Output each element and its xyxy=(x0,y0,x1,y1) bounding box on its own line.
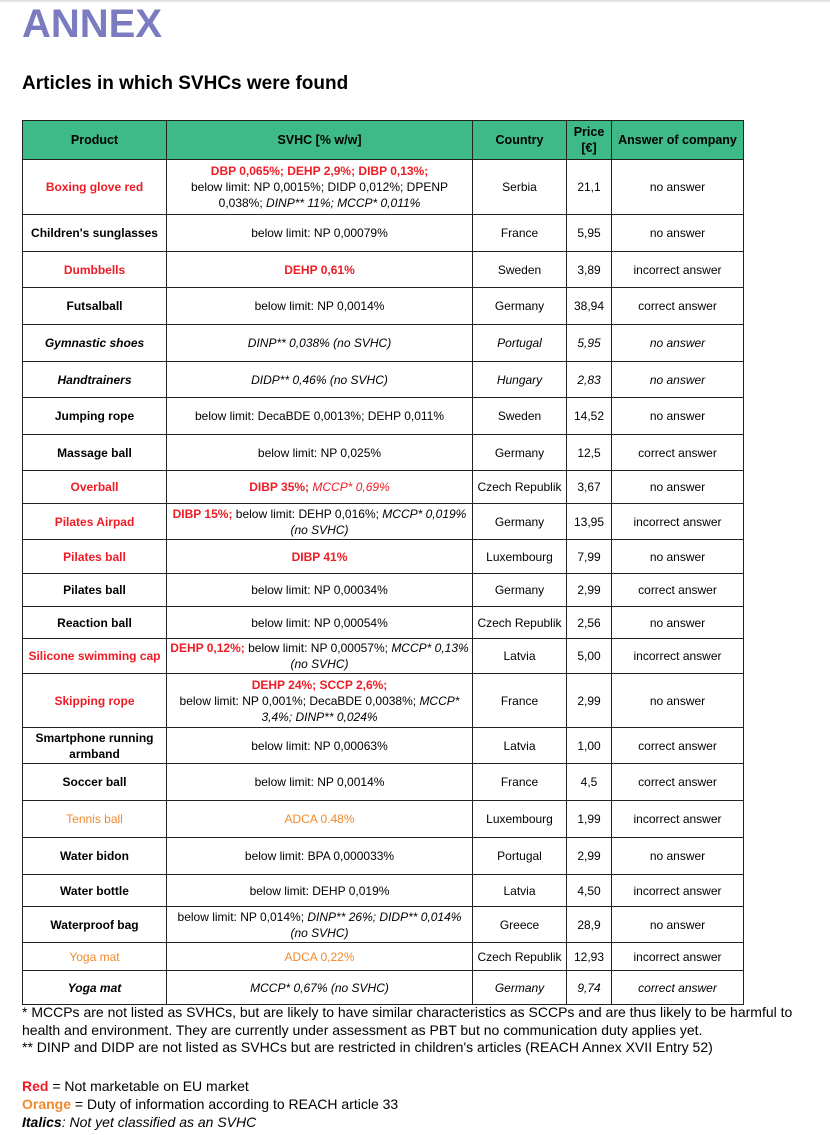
svhc-segment: below limit: DEHP 0,019% xyxy=(249,883,390,898)
table-row xyxy=(23,639,744,674)
price-cell: 4,50 xyxy=(567,875,612,907)
answer-cell: incorrect answer xyxy=(612,252,744,288)
answer-cell: correct answer xyxy=(612,764,744,801)
answer-cell: incorrect answer xyxy=(612,801,744,838)
table-row xyxy=(23,435,744,471)
svhc-cell xyxy=(167,875,473,907)
product-cell: Reaction ball xyxy=(23,607,167,639)
price-cell: 7,99 xyxy=(567,540,612,574)
section-heading: Articles in which SVHCs were found xyxy=(22,73,349,94)
price-cell: 12,5 xyxy=(567,435,612,471)
product-cell: Pilates Airpad xyxy=(23,504,167,540)
product-cell: Waterproof bag xyxy=(23,907,167,943)
product-cell: Futsalball xyxy=(23,288,167,325)
svhc-cell xyxy=(167,435,473,471)
header-svhc: SVHC [% w/w] xyxy=(167,121,473,160)
product-cell: Gymnastic shoes xyxy=(23,325,167,362)
table-row xyxy=(23,674,744,728)
header-answer: Answer of company xyxy=(612,121,744,160)
country-cell: Czech Republik xyxy=(473,471,567,504)
answer-cell: no answer xyxy=(612,215,744,252)
annex-title: ANNEX xyxy=(22,2,163,46)
svhc-cell xyxy=(167,252,473,288)
svhc-cell xyxy=(167,504,473,540)
answer-cell: correct answer xyxy=(612,728,744,764)
country-cell: Latvia xyxy=(473,639,567,674)
table-row xyxy=(23,288,744,325)
price-cell: 4,5 xyxy=(567,764,612,801)
footnotes xyxy=(22,1004,827,1057)
price-cell: 2,99 xyxy=(567,674,612,728)
footnote-dinp-didp: ** DINP and DIDP are not listed as SVHCs but are restricted in children's articles (REACH Annex XVII Entry 52) xyxy=(22,1039,713,1055)
country-cell: Sweden xyxy=(473,398,567,435)
price-cell: 2,99 xyxy=(567,838,612,875)
product-cell: Jumping rope xyxy=(23,398,167,435)
price-cell: 28,9 xyxy=(567,907,612,943)
table-row xyxy=(23,907,744,943)
svhc-segment: DEHP 0,12%; xyxy=(170,641,245,655)
answer-cell: no answer xyxy=(612,674,744,728)
svhc-cell xyxy=(167,838,473,875)
answer-cell: incorrect answer xyxy=(612,639,744,674)
svhc-cell xyxy=(167,160,473,215)
table-row xyxy=(23,971,744,1005)
country-cell: France xyxy=(473,674,567,728)
country-cell: Germany xyxy=(473,574,567,607)
svhc-segment: DIBP 35%; xyxy=(249,480,313,494)
product-cell: Silicone swimming cap xyxy=(23,639,167,674)
svhc-cell xyxy=(167,971,473,1005)
country-cell: Hungary xyxy=(473,362,567,398)
table-row xyxy=(23,504,744,540)
price-cell: 14,52 xyxy=(567,398,612,435)
table-row xyxy=(23,398,744,435)
table-row xyxy=(23,540,744,574)
country-cell: Portugal xyxy=(473,838,567,875)
country-cell: Serbia xyxy=(473,160,567,215)
country-cell: Germany xyxy=(473,288,567,325)
legend-key: Italics xyxy=(22,1114,62,1130)
svhc-segment: below limit: NP 0,025% xyxy=(257,445,382,460)
answer-cell: no answer xyxy=(612,838,744,875)
table-row xyxy=(23,362,744,398)
country-cell: Greece xyxy=(473,907,567,943)
answer-cell: no answer xyxy=(612,907,744,943)
answer-cell: no answer xyxy=(612,540,744,574)
price-cell: 38,94 xyxy=(567,288,612,325)
table-row xyxy=(23,838,744,875)
answer-cell: incorrect answer xyxy=(612,875,744,907)
table-row xyxy=(23,252,744,288)
svhc-segment: DINP** 26%; DIDP** 0,014% (no SVHC) xyxy=(290,909,462,940)
svhc-cell xyxy=(167,540,473,574)
svhc-segment: below limit: NP 0,00034% xyxy=(251,583,388,597)
svhc-segment: DIBP 41% xyxy=(291,549,348,564)
answer-cell: correct answer xyxy=(612,288,744,325)
answer-cell: incorrect answer xyxy=(612,943,744,971)
table-row xyxy=(23,728,744,764)
table-header-row xyxy=(23,121,744,160)
svhc-segment: below limit: NP 0,00079% xyxy=(251,226,388,240)
price-cell: 13,95 xyxy=(567,504,612,540)
svhc-cell xyxy=(167,801,473,838)
price-cell: 2,56 xyxy=(567,607,612,639)
product-cell: Smartphone running armband xyxy=(23,728,167,764)
svhc-articles-table xyxy=(22,120,744,1005)
country-cell: Latvia xyxy=(473,728,567,764)
product-cell: Pilates ball xyxy=(23,540,167,574)
svhc-segment: below limit: DecaBDE 0,0013%; DEHP 0,011% xyxy=(194,409,444,423)
product-cell: Massage ball xyxy=(23,435,167,471)
product-cell: Yoga mat xyxy=(23,943,167,971)
svhc-cell xyxy=(167,574,473,607)
product-cell: Handtrainers xyxy=(23,362,167,398)
country-cell: Sweden xyxy=(473,252,567,288)
svhc-cell xyxy=(167,362,473,398)
product-cell: Pilates ball xyxy=(23,574,167,607)
svhc-cell xyxy=(167,325,473,362)
price-cell: 2,99 xyxy=(567,574,612,607)
header-price: Price [€] xyxy=(567,121,612,160)
svhc-segment: MCCP* 0,13% (no SVHC) xyxy=(290,641,469,671)
product-cell: Tennis ball xyxy=(23,801,167,838)
svhc-cell xyxy=(167,764,473,801)
country-cell: Czech Republik xyxy=(473,943,567,971)
answer-cell: correct answer xyxy=(612,574,744,607)
price-cell: 12,93 xyxy=(567,943,612,971)
legend-red xyxy=(22,1077,398,1095)
color-legend xyxy=(22,1077,398,1131)
svhc-segment: below limit: NP 0,0015%; DIDP 0,012%; DPENP 0,038%; xyxy=(190,180,448,210)
svhc-cell xyxy=(167,674,473,728)
table-row xyxy=(23,607,744,639)
answer-cell: no answer xyxy=(612,362,744,398)
svhc-segment: DBP 0,065%; DEHP 2,9%; DIBP 0,13%; xyxy=(210,164,429,178)
product-cell: Skipping rope xyxy=(23,674,167,728)
price-cell: 3,67 xyxy=(567,471,612,504)
svhc-cell xyxy=(167,907,473,943)
svhc-cell xyxy=(167,728,473,764)
answer-cell: no answer xyxy=(612,398,744,435)
country-cell: Germany xyxy=(473,971,567,1005)
svhc-segment: MCCP* 0,69% xyxy=(312,480,390,494)
table-row xyxy=(23,471,744,504)
country-cell: Luxembourg xyxy=(473,540,567,574)
svhc-segment: DIBP 15%; xyxy=(172,506,233,521)
svhc-segment: below limit: NP 0,00057%; xyxy=(244,641,392,655)
svhc-segment: DIDP** 0,46% (no SVHC) xyxy=(251,372,388,387)
svhc-segment: ADCA 0,22% xyxy=(284,949,355,964)
footnote-mccp: * MCCPs are not listed as SVHCs, but are likely to have similar characteristics as SCCPs and are thus likely to be harmful to health and environment. They are currently under assessment as PBT but no communication duty applies yet. xyxy=(22,1004,793,1038)
legend-text: = Not marketable on EU market xyxy=(48,1078,249,1094)
price-cell: 1,99 xyxy=(567,801,612,838)
svhc-segment: below limit: NP 0,00054% xyxy=(251,615,388,630)
product-cell: Water bidon xyxy=(23,838,167,875)
svhc-segment: MCCP* 0,019% (no SVHC) xyxy=(290,506,467,537)
country-cell: Portugal xyxy=(473,325,567,362)
header-country: Country xyxy=(473,121,567,160)
table-row xyxy=(23,801,744,838)
product-cell: Boxing glove red xyxy=(23,160,167,215)
svhc-segment: DEHP 24%; SCCP 2,6%; xyxy=(251,677,388,692)
country-cell: Germany xyxy=(473,504,567,540)
product-cell: Soccer ball xyxy=(23,764,167,801)
answer-cell: correct answer xyxy=(612,971,744,1005)
svhc-segment: below limit: NP 0,0014% xyxy=(254,775,385,789)
svhc-segment: below limit: NP 0,014%; xyxy=(177,909,308,924)
svhc-cell xyxy=(167,943,473,971)
svhc-segment: below limit: BPA 0,000033% xyxy=(244,849,395,863)
price-cell: 5,00 xyxy=(567,639,612,674)
price-cell: 5,95 xyxy=(567,215,612,252)
svhc-segment: below limit: NP 0,00063% xyxy=(251,738,388,753)
price-cell: 5,95 xyxy=(567,325,612,362)
svhc-segment: below limit: DEHP 0,016%; xyxy=(232,506,383,521)
country-cell: Germany xyxy=(473,435,567,471)
legend-text: = Duty of information according to REACH article 33 xyxy=(71,1096,399,1112)
table-row xyxy=(23,764,744,801)
svhc-cell xyxy=(167,607,473,639)
svhc-cell xyxy=(167,471,473,504)
answer-cell: no answer xyxy=(612,607,744,639)
header-product: Product xyxy=(23,121,167,160)
svhc-cell xyxy=(167,288,473,325)
svhc-segment: DEHP 0,61% xyxy=(284,262,355,277)
price-cell: 3,89 xyxy=(567,252,612,288)
price-cell: 21,1 xyxy=(567,160,612,215)
product-cell: Overball xyxy=(23,471,167,504)
svhc-cell xyxy=(167,639,473,674)
answer-cell: no answer xyxy=(612,325,744,362)
country-cell: Czech Republik xyxy=(473,607,567,639)
table-row xyxy=(23,875,744,907)
answer-cell: no answer xyxy=(612,160,744,215)
table-row xyxy=(23,574,744,607)
table-row xyxy=(23,160,744,215)
legend-key: Orange xyxy=(22,1096,72,1112)
country-cell: France xyxy=(473,215,567,252)
price-cell: 9,74 xyxy=(567,971,612,1005)
legend-orange xyxy=(22,1095,398,1113)
answer-cell: incorrect answer xyxy=(612,504,744,540)
svhc-segment: below limit: NP 0,0014% xyxy=(254,299,385,313)
svhc-segment: below limit: NP 0,001%; DecaBDE 0,0038%; xyxy=(179,693,420,708)
product-cell: Children's sunglasses xyxy=(23,215,167,252)
price-cell: 1,00 xyxy=(567,728,612,764)
svhc-segment: ADCA 0.48% xyxy=(284,812,355,826)
product-cell: Yoga mat xyxy=(23,971,167,1005)
answer-cell: correct answer xyxy=(612,435,744,471)
svhc-cell xyxy=(167,215,473,252)
legend-text: : Not yet classified as an SVHC xyxy=(61,1114,257,1130)
svhc-segment: DINP** 11%; MCCP* 0,011% xyxy=(266,196,421,210)
product-cell: Dumbbells xyxy=(23,252,167,288)
answer-cell: no answer xyxy=(612,471,744,504)
legend-key: Red xyxy=(22,1078,49,1094)
country-cell: Latvia xyxy=(473,875,567,907)
product-cell: Water bottle xyxy=(23,875,167,907)
legend-italics xyxy=(22,1113,398,1131)
svhc-segment: DINP** 0,038% (no SVHC) xyxy=(247,336,392,350)
svhc-segment: MCCP* 0,67% (no SVHC) xyxy=(250,980,389,995)
table-row xyxy=(23,325,744,362)
svhc-segment: MCCP* 3,4%; DINP** 0,024% xyxy=(261,693,460,724)
country-cell: Luxembourg xyxy=(473,801,567,838)
table-row xyxy=(23,215,744,252)
country-cell: France xyxy=(473,764,567,801)
price-cell: 2,83 xyxy=(567,362,612,398)
table-row xyxy=(23,943,744,971)
svhc-cell xyxy=(167,398,473,435)
